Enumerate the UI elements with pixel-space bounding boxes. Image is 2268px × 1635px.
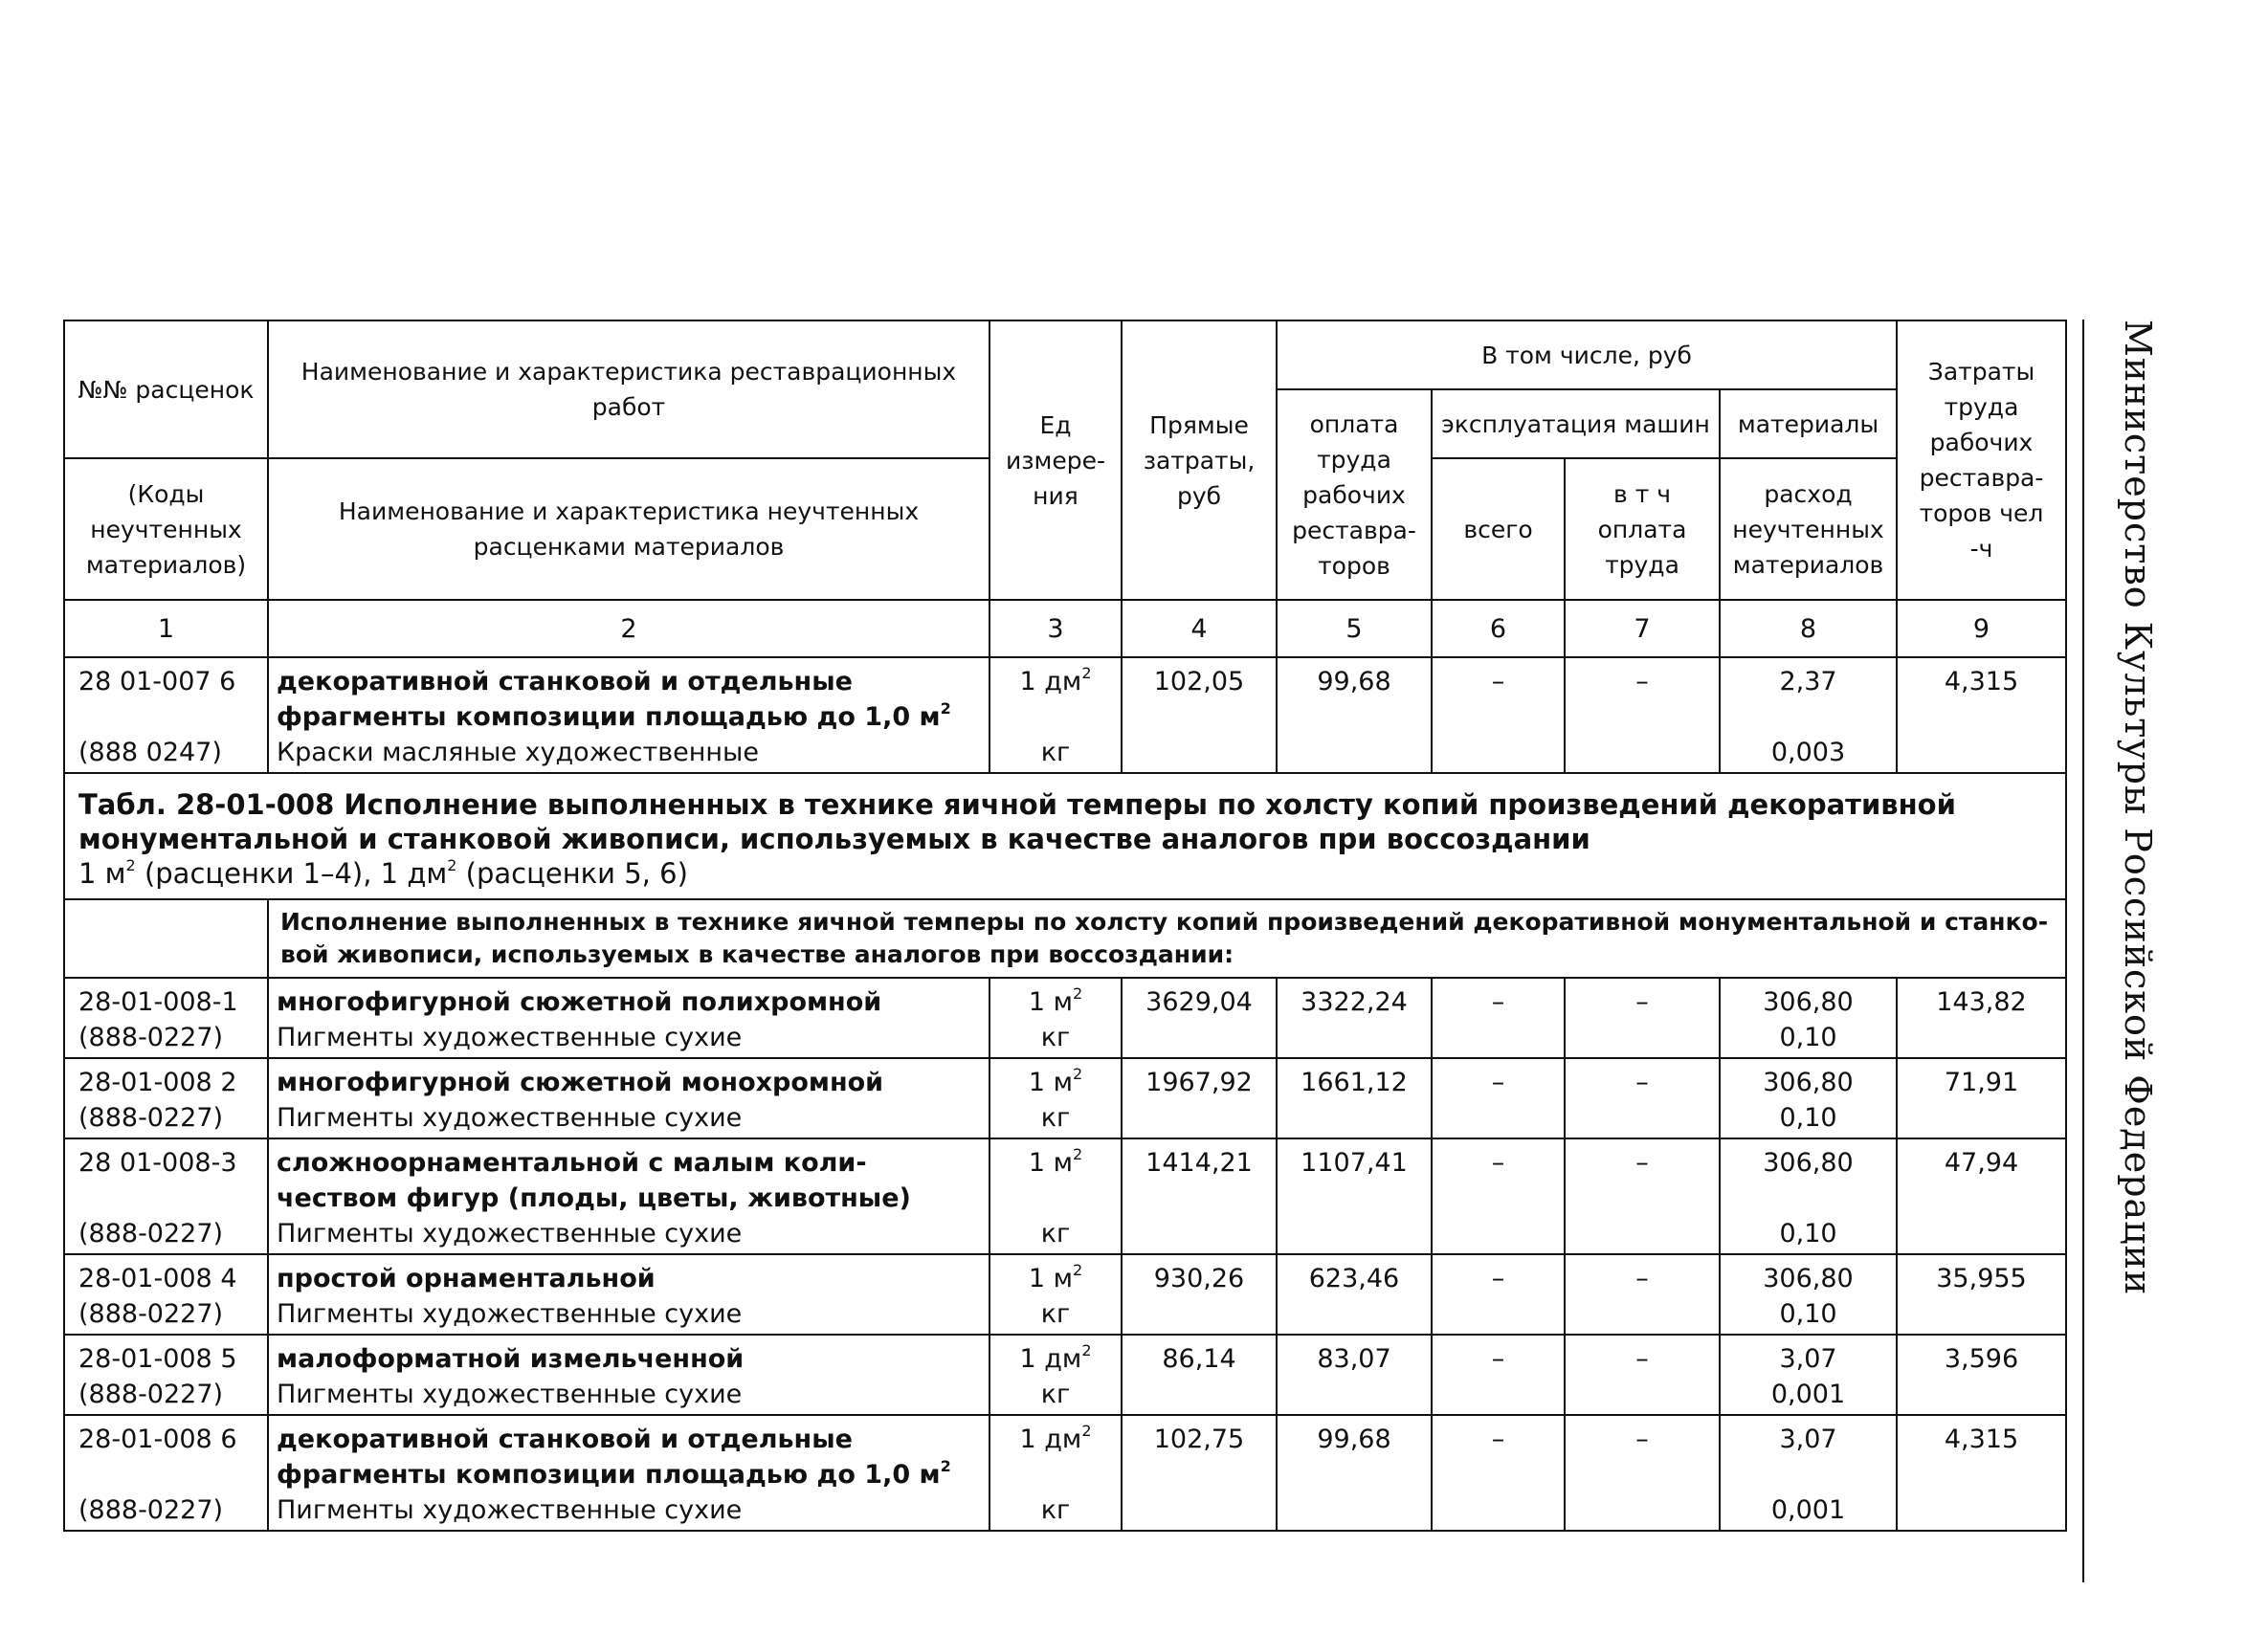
table-row bbox=[64, 657, 2066, 773]
materials-cell bbox=[1720, 1335, 1897, 1415]
material-name: Краски масляные художественные bbox=[277, 738, 759, 767]
header-unaccounted-materials: расход неучтенных материалов bbox=[1720, 458, 1897, 600]
column-number: 3 bbox=[989, 600, 1122, 657]
column-number: 2 bbox=[268, 600, 989, 657]
labor-hours: 35,955 bbox=[1897, 1254, 2066, 1335]
work-name-cell: декоративной станковой и отдельные фрагменты композиции площадью до 1,0 $м^2$ Пигменты художественные сухие bbox=[268, 1415, 989, 1531]
material-quantity: 0,001 bbox=[1770, 1495, 1846, 1525]
header-labor-hours: Затраты труда рабочих реставра- торов чел -ч bbox=[1897, 320, 2066, 600]
material-unit: кг bbox=[1040, 1023, 1071, 1052]
machines-labor: – bbox=[1565, 1254, 1720, 1335]
material-code: (888-0227) bbox=[78, 1495, 224, 1525]
table-row bbox=[64, 1138, 2066, 1254]
column-number: 9 bbox=[1897, 600, 2066, 657]
unit-cell: 1 $дм^2$ кг bbox=[989, 1335, 1122, 1415]
subheading-row bbox=[64, 899, 2066, 978]
materials-cell bbox=[1720, 1254, 1897, 1335]
unit-cell: 1 $дм^2$ кг bbox=[989, 1415, 1122, 1531]
material-unit: кг bbox=[1040, 1380, 1071, 1409]
work-name-cell bbox=[268, 1335, 989, 1415]
column-number: 7 bbox=[1565, 600, 1720, 657]
header-restorers-pay: оплата труда рабочих реставра- торов bbox=[1277, 389, 1432, 600]
unit: 1 м bbox=[1028, 1264, 1073, 1293]
work-name: простой орнаментальной bbox=[277, 1264, 656, 1293]
rate-code-cell bbox=[64, 1335, 268, 1415]
machines-total: – bbox=[1432, 1058, 1565, 1138]
direct-costs: 86,14 bbox=[1122, 1335, 1277, 1415]
header-including-group: В том числе, руб bbox=[1277, 320, 1897, 389]
header-codes: №№ расценок bbox=[64, 320, 268, 458]
side-rule bbox=[2082, 320, 2084, 1582]
machines-labor: – bbox=[1565, 1415, 1720, 1531]
table-row bbox=[64, 978, 2066, 1058]
material-quantity: 0,001 bbox=[1770, 1380, 1846, 1409]
restorers-pay: 1107,41 bbox=[1277, 1138, 1432, 1254]
header-unit: Ед измере- ния bbox=[989, 320, 1122, 600]
work-name: декоративной станковой и отдельные фрагменты композиции площадью до 1,0 м bbox=[277, 1425, 941, 1490]
materials-cost: 3,07 bbox=[1779, 1344, 1837, 1374]
materials-cost: 2,37 bbox=[1779, 667, 1837, 696]
machines-total: – bbox=[1432, 1254, 1565, 1335]
rate-code-cell bbox=[64, 1058, 268, 1138]
materials-cost: 3,07 bbox=[1779, 1425, 1837, 1454]
material-quantity: 0,10 bbox=[1779, 1219, 1837, 1248]
rate-code: 28-01-008 6 bbox=[78, 1425, 237, 1454]
header-machines-labor: в т ч оплата труда bbox=[1565, 458, 1720, 600]
table-row bbox=[64, 1058, 2066, 1138]
material-code: (888-0227) bbox=[78, 1103, 224, 1133]
material-name: Пигменты художественные сухие bbox=[277, 1219, 743, 1248]
work-name: сложноорнаментальной с малым коли- чеством фигур (плоды, цветы, животные) bbox=[277, 1148, 911, 1213]
material-unit: кг bbox=[1040, 1103, 1071, 1133]
machines-labor: – bbox=[1565, 1138, 1720, 1254]
unit-cell: 1 $м^2$ кг bbox=[989, 1254, 1122, 1335]
work-name: многофигурной сюжетной полихромной bbox=[277, 987, 882, 1017]
material-unit: кг bbox=[1040, 1219, 1071, 1248]
material-quantity: 0,10 bbox=[1779, 1023, 1837, 1052]
unit: 1 м bbox=[1028, 1148, 1073, 1178]
unit: 1 дм bbox=[1019, 667, 1082, 696]
table-row bbox=[64, 1254, 2066, 1335]
work-name: многофигурной сюжетной монохромной bbox=[277, 1068, 884, 1097]
materials-cell bbox=[1720, 978, 1897, 1058]
rate-code: 28 01-007 6 bbox=[78, 667, 236, 696]
rate-code-cell bbox=[64, 1254, 268, 1335]
unit-cell: 1 $м^2$ кг bbox=[989, 1138, 1122, 1254]
labor-hours: 4,315 bbox=[1897, 657, 2066, 773]
material-quantity: 0,003 bbox=[1770, 738, 1846, 767]
materials-cell bbox=[1720, 657, 1897, 773]
work-name-cell bbox=[268, 1138, 989, 1254]
labor-hours: 71,91 bbox=[1897, 1058, 2066, 1138]
materials-cost: 306,80 bbox=[1763, 987, 1854, 1017]
material-name: Пигменты художественные сухие bbox=[277, 1103, 743, 1133]
direct-costs: 1967,92 bbox=[1122, 1058, 1277, 1138]
material-code: (888 0247) bbox=[78, 738, 222, 767]
header-materials-name: Наименование и характеристика неучтенных расценками материалов bbox=[268, 458, 989, 600]
section-heading bbox=[64, 773, 2066, 899]
restorers-pay: 623,46 bbox=[1277, 1254, 1432, 1335]
superscript: 2 bbox=[1081, 664, 1092, 682]
unit-cell bbox=[989, 657, 1122, 773]
labor-hours: 3,596 bbox=[1897, 1335, 2066, 1415]
machines-labor: – bbox=[1565, 978, 1720, 1058]
unit-cell: 1 $м^2$ кг bbox=[989, 1058, 1122, 1138]
rates-table bbox=[63, 320, 2067, 1532]
restorers-pay: 99,68 bbox=[1277, 1415, 1432, 1531]
machines-total: – bbox=[1432, 657, 1565, 773]
header-machine-operation: эксплуатация машин bbox=[1432, 389, 1720, 458]
work-name: малоформатной измельченной bbox=[277, 1344, 745, 1374]
section-units: 1 $м^2$ (расценки 1–4), 1 $дм^2$ (расценки 5, 6) bbox=[78, 856, 688, 890]
labor-hours: 4,315 bbox=[1897, 1415, 2066, 1531]
unit: 1 дм bbox=[1019, 1425, 1082, 1454]
material-code: (888-0227) bbox=[78, 1299, 224, 1329]
machines-labor: – bbox=[1565, 657, 1720, 773]
column-number: 8 bbox=[1720, 600, 1897, 657]
material-unit: кг bbox=[1040, 738, 1071, 767]
rate-code-cell bbox=[64, 1415, 268, 1531]
material-name: Пигменты художественные сухие bbox=[277, 1023, 743, 1052]
materials-cell bbox=[1720, 1138, 1897, 1254]
rate-code-cell bbox=[64, 1138, 268, 1254]
work-name-cell bbox=[268, 1058, 989, 1138]
machines-total: – bbox=[1432, 1138, 1565, 1254]
column-number: 6 bbox=[1432, 600, 1565, 657]
machines-labor: – bbox=[1565, 1058, 1720, 1138]
material-code: (888-0227) bbox=[78, 1380, 224, 1409]
material-code: (888-0227) bbox=[78, 1023, 224, 1052]
column-number: 5 bbox=[1277, 600, 1432, 657]
unit: 1 м bbox=[1028, 1068, 1073, 1097]
machines-total: – bbox=[1432, 978, 1565, 1058]
restorers-pay: 3322,24 bbox=[1277, 978, 1432, 1058]
header-direct-costs: Прямые затраты, руб bbox=[1122, 320, 1277, 600]
direct-costs: 930,26 bbox=[1122, 1254, 1277, 1335]
header-works-name: Наименование и характеристика реставрационных работ bbox=[268, 320, 989, 458]
machines-total: – bbox=[1432, 1415, 1565, 1531]
direct-costs: 1414,21 bbox=[1122, 1138, 1277, 1254]
materials-cost: 306,80 bbox=[1763, 1068, 1854, 1097]
restorers-pay: 99,68 bbox=[1277, 657, 1432, 773]
rate-code: 28-01-008-1 bbox=[78, 987, 238, 1017]
header-machines-total: всего bbox=[1432, 458, 1565, 600]
rate-code: 28-01-008 4 bbox=[78, 1264, 237, 1293]
materials-cell bbox=[1720, 1058, 1897, 1138]
direct-costs: 102,75 bbox=[1122, 1415, 1277, 1531]
section-title: Табл. 28-01-008 Исполнение выполненных в технике яичной темперы по холсту копий произведений декоративной монументальной и станковой живописи, используемых в качестве аналогов при воссоздании bbox=[78, 788, 1956, 855]
materials-cell bbox=[1720, 1415, 1897, 1531]
section-heading-row bbox=[64, 773, 2066, 899]
unit: 1 м bbox=[1028, 987, 1073, 1017]
material-quantity: 0,10 bbox=[1779, 1103, 1837, 1133]
header-material-codes: (Коды неучтенных материалов) bbox=[64, 458, 268, 600]
material-quantity: 0,10 bbox=[1779, 1299, 1837, 1329]
ministry-side-caption: Министерство Культуры Российской Федерации bbox=[2117, 320, 2159, 1296]
material-name: Пигменты художественные сухие bbox=[277, 1380, 743, 1409]
machines-total: – bbox=[1432, 1335, 1565, 1415]
direct-costs: 3629,04 bbox=[1122, 978, 1277, 1058]
superscript: 2 bbox=[940, 699, 951, 718]
rate-code-cell bbox=[64, 657, 268, 773]
rate-code-cell bbox=[64, 978, 268, 1058]
rate-code: 28 01-008-3 bbox=[78, 1148, 237, 1178]
work-name-cell bbox=[268, 1254, 989, 1335]
table-row bbox=[64, 1335, 2066, 1415]
restorers-pay: 83,07 bbox=[1277, 1335, 1432, 1415]
column-number: 4 bbox=[1122, 600, 1277, 657]
work-name-cell bbox=[268, 657, 989, 773]
table-row bbox=[64, 1415, 2066, 1531]
restorers-pay: 1661,12 bbox=[1277, 1058, 1432, 1138]
rate-code: 28-01-008 2 bbox=[78, 1068, 237, 1097]
material-code: (888-0227) bbox=[78, 1219, 224, 1248]
material-unit: кг bbox=[1040, 1495, 1071, 1525]
unit: 1 дм bbox=[1019, 1344, 1082, 1374]
work-name: декоративной станковой и отдельные фрагменты композиции площадью до 1,0 м bbox=[277, 667, 941, 732]
column-number: 1 bbox=[64, 600, 268, 657]
unit-cell: 1 $м^2$ кг bbox=[989, 978, 1122, 1058]
labor-hours: 47,94 bbox=[1897, 1138, 2066, 1254]
header-materials: материалы bbox=[1720, 389, 1897, 458]
direct-costs: 102,05 bbox=[1122, 657, 1277, 773]
material-name: Пигменты художественные сухие bbox=[277, 1495, 743, 1525]
material-name: Пигменты художественные сухие bbox=[277, 1299, 743, 1329]
materials-cost: 306,80 bbox=[1763, 1148, 1854, 1178]
materials-cost: 306,80 bbox=[1763, 1264, 1854, 1293]
labor-hours: 143,82 bbox=[1897, 978, 2066, 1058]
rate-code: 28-01-008 5 bbox=[78, 1344, 237, 1374]
work-name-cell bbox=[268, 978, 989, 1058]
machines-labor: – bbox=[1565, 1335, 1720, 1415]
subheading: Исполнение выполненных в технике яичной темперы по холсту копий произведений декоративной монументальной и станко- вой живописи, используемых в качестве аналогов при воссоздании: bbox=[268, 899, 2066, 978]
material-unit: кг bbox=[1040, 1299, 1071, 1329]
